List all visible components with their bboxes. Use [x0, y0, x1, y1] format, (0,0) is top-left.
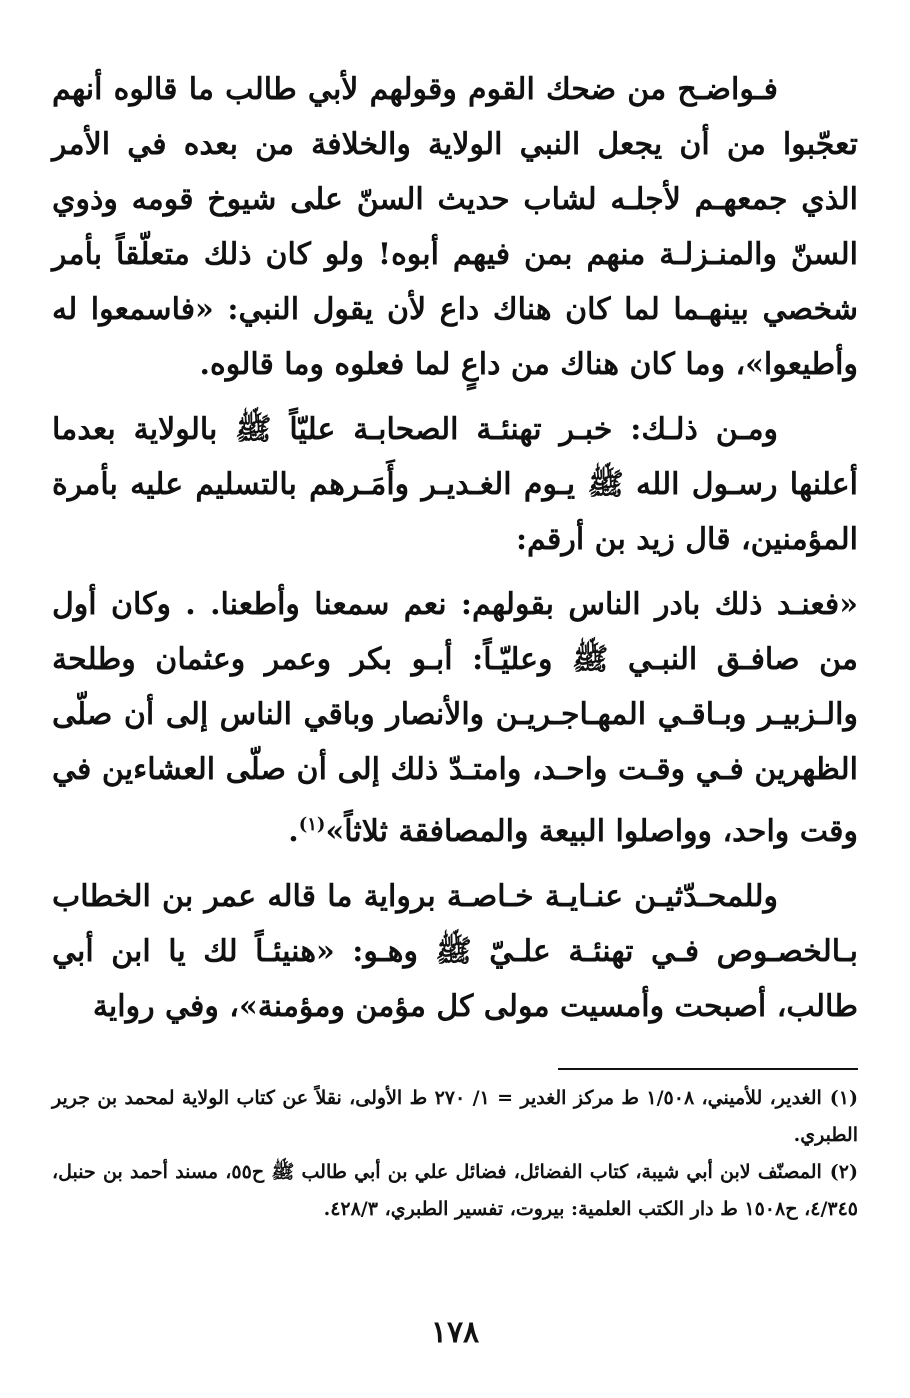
page-number: ١٧٨ — [430, 1315, 480, 1350]
paragraph-4 — [52, 869, 858, 1034]
footnote-divider — [558, 1068, 858, 1070]
footnote-1-number: (١) — [829, 1087, 859, 1109]
paragraph-2-text: ومـن ذلـك: خبـر تهنئـة الصحابـة عليّاً ﷺ بالولاية بعدما أعلنها رسـول الله ﷺ يـوم الغـديـر وأَمَـرهم بالتسليم عليه بأمرة المؤمنين، قال زيد بن أرقم: — [52, 412, 858, 557]
footnote-2 — [52, 1154, 858, 1228]
footnote-2-number: (٢) — [829, 1161, 858, 1183]
paragraph-1 — [52, 62, 858, 392]
paragraph-3-text: «فعنـد ذلك بادر الناس بقولهم: نعم سمعنا وأطعنا. . وكان أول من صافـق النبـي ﷺ وعليّـاً: أبـو بكر وعمر وعثمان وطلحة والـزبيـر وبـاقـي المهـاجـريـن والأنصار وباقي الناس إلى أن صلّى الظهرين فـي وقـت واحـد، وامتـدّ ذلك إلى أن صلّى العشاءين في وقت واحد، وواصلوا البيعة والمصافقة ثلاثاً» — [52, 587, 858, 849]
paragraph-3-end: . — [288, 814, 299, 849]
footnote-1 — [52, 1080, 858, 1154]
page-body — [52, 62, 858, 1044]
footnote-1-text: الغدير، للأميني، ١/٥٠٨ ط مركز الغدير = ١/ ٢٧٠ ط الأولى، نقلاً عن كتاب الولاية لمحمد بن جرير الطبري. — [52, 1087, 858, 1146]
footnote-ref-1: (١) — [298, 814, 326, 835]
footnote-2-text: المصنّف لابن أبي شيبة، كتاب الفضائل، فضائل علي بن أبي طالب ﷺ ح٥٥، مسند أحمد بن حنبل، ٤/٣٤٥، ح١٥٠٨ ط دار الكتب العلمية: بيروت، تفسير الطبري، ٤٢٨/٣. — [52, 1161, 858, 1220]
paragraph-3 — [52, 577, 858, 859]
paragraph-4-text: وللمحـدّثيـن عنـايـة خـاصـة برواية ما قاله عمر بن الخطاب بـالخصـوص فـي تهنئـة علـيّ ﷺ وهـو: «هنيئـاً لك يا ابن أبي طالب، أصبحت وأمسيت مولى كل مؤمن ومؤمنة»، وفي رواية — [52, 879, 858, 1024]
paragraph-1-text: فـواضـح من ضحك القوم وقولهم لأبي طالب ما قالوه أنهم تعجّبوا من أن يجعل النبي الولاية والخلافة من بعده في الأمر الذي جمعهـم لأجلـه لشاب حديث السنّ على شيوخ قومه وذوي السنّ والمنـزلـة منهم بمن فيهم أبوه! ولو كان ذلك متعلّقاً بأمر شخصي بينهـما لما كان هناك داع لأن يقول النبي: «فاسمعوا له وأطيعوا»، وما كان هناك من داعٍ لما فعلوه وما قالوه. — [52, 72, 858, 382]
footnotes — [52, 1080, 858, 1228]
paragraph-2 — [52, 402, 858, 567]
